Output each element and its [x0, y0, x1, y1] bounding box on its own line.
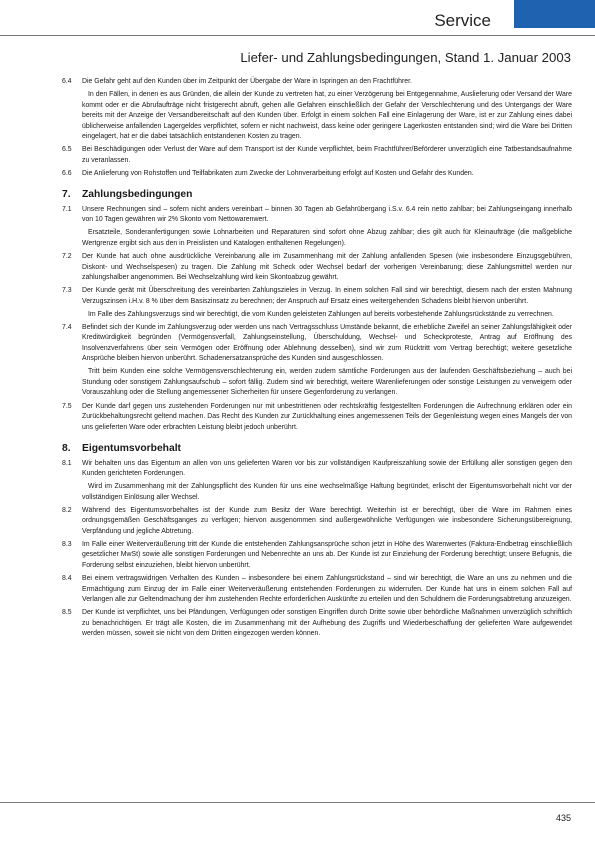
clause-7-3	[62, 286, 572, 323]
clause-8-2	[62, 506, 572, 540]
clause-text	[82, 574, 572, 608]
clause-text	[82, 205, 572, 252]
section-heading-7	[62, 188, 572, 201]
clause-number: 6.4	[62, 78, 72, 85]
clause-paragraph: Wird im Zusammenhang mit der Zahlungspflicht des Kunden für uns eine wechselmäßige Haftung begründet, erlischt der Eigentumsvorbehalt nicht vor der vollständigen Einlösung aller Wechsel.	[82, 483, 572, 501]
clause-6-5	[62, 145, 572, 169]
clause-number: 8.2	[62, 506, 72, 514]
clause-text	[82, 506, 572, 540]
clause-number: 7.1	[62, 205, 72, 213]
clause-paragraph: In den Fällen, in denen es aus Gründen, die allein der Kunde zu vertreten hat, zu einer Verzögerung bei Entgegennahme, Auslieferung oder Versand der Ware kommt oder er die Abrufaufträge nicht fristgerecht abruft, gehen alle Gefahren einschließlich der Gefahr der Verschlechterung und des Untergangs der Ware bereits mit der Anzeige der Versandbereitschaft auf den Kunden über. Erfolgt in einem solchen Fall eine Einlagerung der Ware, ist er zur Zahlung eines dabei üblicherweise anfallenden Lagergeldes verpflichtet, sofern er nicht nachweist, dass keine oder geringere Lagerkosten entstanden sind; wird die Ware bei Dritten eingelagert, hat er die dabei tatsächlich entstandenen Kosten zu tragen.	[82, 91, 572, 141]
clause-text	[82, 169, 572, 182]
section-heading-8	[62, 442, 572, 455]
clause-number: 7.3	[62, 287, 72, 295]
clause-paragraph: Im Falle einer Weiterveräußerung tritt der Kunde die entstehenden Zahlungsansprüche schon jetzt in Höhe des Warenwertes (Faktura-Endbetrag einschließlich gesetzlicher MwSt) sowie alle sonstigen Forderungen und Nebenrechte an uns ab. Der Kunde ist zur Einziehung der Forderung berechtigt; unsere Befugnis, die Forderung selbst einzuziehen, bleibt hiervon unberührt.	[82, 540, 572, 569]
clause-number: 6.6	[62, 169, 72, 177]
clause-paragraph: Der Kunde hat auch ohne ausdrückliche Vereinbarung alle im Zusammenhang mit der Zahlung anfallenden Spesen (wie insbesondere Einzugsgebühren, Diskont- und Wechselspesen) zu tragen. Die Zahlung mit Scheck oder Wechsel bedarf der vorherigen Vereinbarung; diese Zahlungsmittel werden nur zahlungshalber angenommen. Bei Wechselzahlung wird kein Skontoabzug gewährt.	[82, 253, 572, 282]
items-top	[62, 77, 572, 182]
clause-8-5	[62, 608, 572, 642]
clause-paragraph: Tritt beim Kunden eine solche Vermögensverschlechterung ein, werden zudem sämtliche Forderungen aus der laufenden Geschäftsbeziehung – auch bei Stundung oder sonstigem Zahlungsaufschub – sofort fällig. Zudem sind wir berechtigt, weitere Warenlieferungen oder sonstige Leistungen zu verweigern oder Vorauszahlung oder die Stellung angemessener Sicherheiten für unsere Gegenforderung zu verlangen.	[82, 368, 572, 397]
section-title: Eigentumsvorbehalt	[82, 442, 181, 454]
clause-text	[82, 286, 572, 323]
header-divider	[0, 35, 595, 36]
clause-8-1	[62, 459, 572, 506]
clause-paragraph: Unsere Rechnungen sind – sofern nicht anders vereinbart – binnen 30 Tagen ab Gefahrübergang i.S.v. 6.4 rein netto zahlbar; bei Zahlungseingang innerhalb von 10 Tagen gewähren wir 2% Skonto vom Nettowarenwert.	[82, 205, 572, 224]
terms-body	[62, 77, 572, 642]
clause-paragraph: Wir behalten uns das Eigentum an allen von uns gelieferten Waren vor bis zur vollständigen Kaufpreiszahlung sowie der Erfüllung aller sonstigen gegen den Kunden gerichteten Forderungen.	[82, 459, 572, 478]
section-label: Service	[434, 11, 491, 30]
clause-number: 7.2	[62, 253, 72, 261]
clause-8-3	[62, 540, 572, 574]
clause-7-1	[62, 205, 572, 252]
clause-paragraph: Während des Eigentumsvorbehaltes ist der Kunde zum Besitz der Ware berechtigt. Weiterhin ist er berechtigt, über die Ware im Rahmen eines ordnungsgemäßen Geschäftsganges zu verfügen; hiervon ausgenommen sind außergewöhnliche Verfügungen wie insbesondere Sicherungsübereignung, Verpfändung und jegliche Abtretung.	[82, 506, 572, 535]
section-title: Zahlungsbedingungen	[82, 188, 193, 200]
clause-text	[82, 77, 572, 145]
page-title: Liefer- und Zahlungsbedingungen, Stand 1. Januar 2003	[240, 50, 571, 65]
clause-6-6	[62, 169, 572, 182]
clause-text	[82, 145, 572, 169]
clause-paragraph: Befindet sich der Kunde im Zahlungsverzug oder werden uns nach Vertragsschluss Umstände bekannt, die erhebliche Zweifel an seiner Zahlungsfähigkeit oder Kreditwürdigkeit begründen (Vermögensverfall, Zahlungseinstellung, Überschuldung, Wechsel- und Scheckproteste, Antrag auf Eröffnung des Insolvenzverfahrens über sein Vermögen oder Eröffnung oder Ablehnung desselben), sind wir zum Rücktritt vom Vertrag berechtigt; weitere gesetzliche Ansprüche bleiben hiervon unberührt. Schadenersatzansprüche des Kunden sind ausgeschlossen.	[82, 323, 572, 363]
clause-number: 8.3	[62, 540, 72, 548]
clause-paragraph: Der Kunde ist verpflichtet, uns bei Pfändungen, Verfügungen oder sonstigen Eingriffen durch Dritte sowie über behördliche Maßnahmen unverzüglich schriftlich zu benachrichtigen. Er trägt alle Kosten, die im Zusammenhang mit der Aufhebung des Zugriffs und Wiederbeschaffung der gelieferten Ware aufgewendet werden müssen, soweit sie nicht von dem Dritten eingezogen werden können.	[82, 609, 572, 638]
clause-paragraph: Ersatzteile, Sonderanfertigungen sowie Lohnarbeiten und Reparaturen sind sofort ohne Abzug zahlbar; dies gilt auch für Kleinaufträge (die maßgebliche Wertgrenze ergibt sich aus den in Preislisten und Katalogen enthaltenen Regelungen).	[82, 229, 572, 247]
clause-paragraph: Bei Beschädigungen oder Verlust der Ware auf dem Transport ist der Kunde verpflichtet, beim Frachtführer/Beförderer unverzüglich eine Tatbestandsaufnahme zu veranlassen.	[82, 146, 572, 164]
section-color-tab	[514, 0, 595, 28]
section-8-items	[62, 459, 572, 643]
clause-text	[82, 323, 572, 402]
clause-number: 8.1	[62, 459, 72, 467]
section-number: 8.	[62, 442, 71, 454]
clause-6-4	[62, 77, 572, 145]
clause-text	[82, 608, 572, 642]
clause-7-2	[62, 252, 572, 286]
clause-paragraph: Die Anlieferung von Rohstoffen und Teilfabrikaten zum Zwecke der Lohnverarbeitung erfolgt auf Kosten und Gefahr des Kunden.	[82, 169, 474, 177]
footer-divider	[0, 802, 595, 803]
clause-number: 8.4	[62, 575, 72, 582]
clause-number: 8.5	[62, 609, 72, 617]
clause-paragraph: Im Falle des Zahlungsverzugs sind wir berechtigt, die vom Kunden geleisteten Zahlungen auf bereits vorbestehende Zahlungsrückstände zu verrechnen.	[88, 310, 554, 318]
clause-7-5	[62, 402, 572, 436]
clause-paragraph: Der Kunde gerät mit Überschreitung des vereinbarten Zahlungszieles in Verzug. In einem solchen Fall sind wir berechtigt, diesem nach der ersten Mahnung Verzugszinsen i.H.v. 8 % über dem Basiszinsatz zu berechnen; der Anspruch auf Ersatz eines weitergehenden Schadens bleibt hiervon unberührt.	[82, 287, 572, 305]
clause-text	[82, 459, 572, 506]
clause-number: 7.5	[62, 402, 72, 410]
page-number: 435	[555, 813, 571, 823]
clause-number: 7.4	[62, 323, 72, 331]
clause-paragraph: Der Kunde darf gegen uns zustehenden Forderungen nur mit unbestrittenen oder rechtskräftig festgestellten Forderungen die Aufrechnung erklären oder ein Zurückbehaltungsrecht geltend machen. Das Recht des Kunden zur Zurückhaltung eines angemessenen Teils der Gegenleistung wegen eines Mangels der von uns gelieferten Ware oder erbrachten Leistung bleibt jedoch unberührt.	[82, 402, 572, 431]
clause-paragraph: Bei einem vertragswidrigen Verhalten des Kunden – insbesondere bei einem Zahlungsrückstand – sind wir berechtigt, die Ware an uns zu nehmen und die Ermächtigung zum Einzug der im Falle einer Weiterveräußerung entstehenden Forderungen zu widerrufen. Der Kunde hat uns in einem solchen Fall auf Verlangen alle zur Geltendmachung der ihm zustehenden Rechte erforderlichen Auskünfte zu erteilen und den Schuldnern die Forderungsabtretung anzuzeigen.	[82, 575, 572, 603]
clause-text	[82, 540, 572, 574]
clause-text	[82, 252, 572, 286]
section-number: 7.	[62, 188, 71, 200]
clause-7-4	[62, 323, 572, 402]
clause-8-4	[62, 574, 572, 608]
clause-text	[82, 402, 572, 436]
clause-number: 6.5	[62, 146, 72, 154]
section-7-items	[62, 205, 572, 436]
clause-paragraph: Die Gefahr geht auf den Kunden über im Zeitpunkt der Übergabe der Ware in Ispringen an den Frachtführer.	[82, 78, 412, 85]
